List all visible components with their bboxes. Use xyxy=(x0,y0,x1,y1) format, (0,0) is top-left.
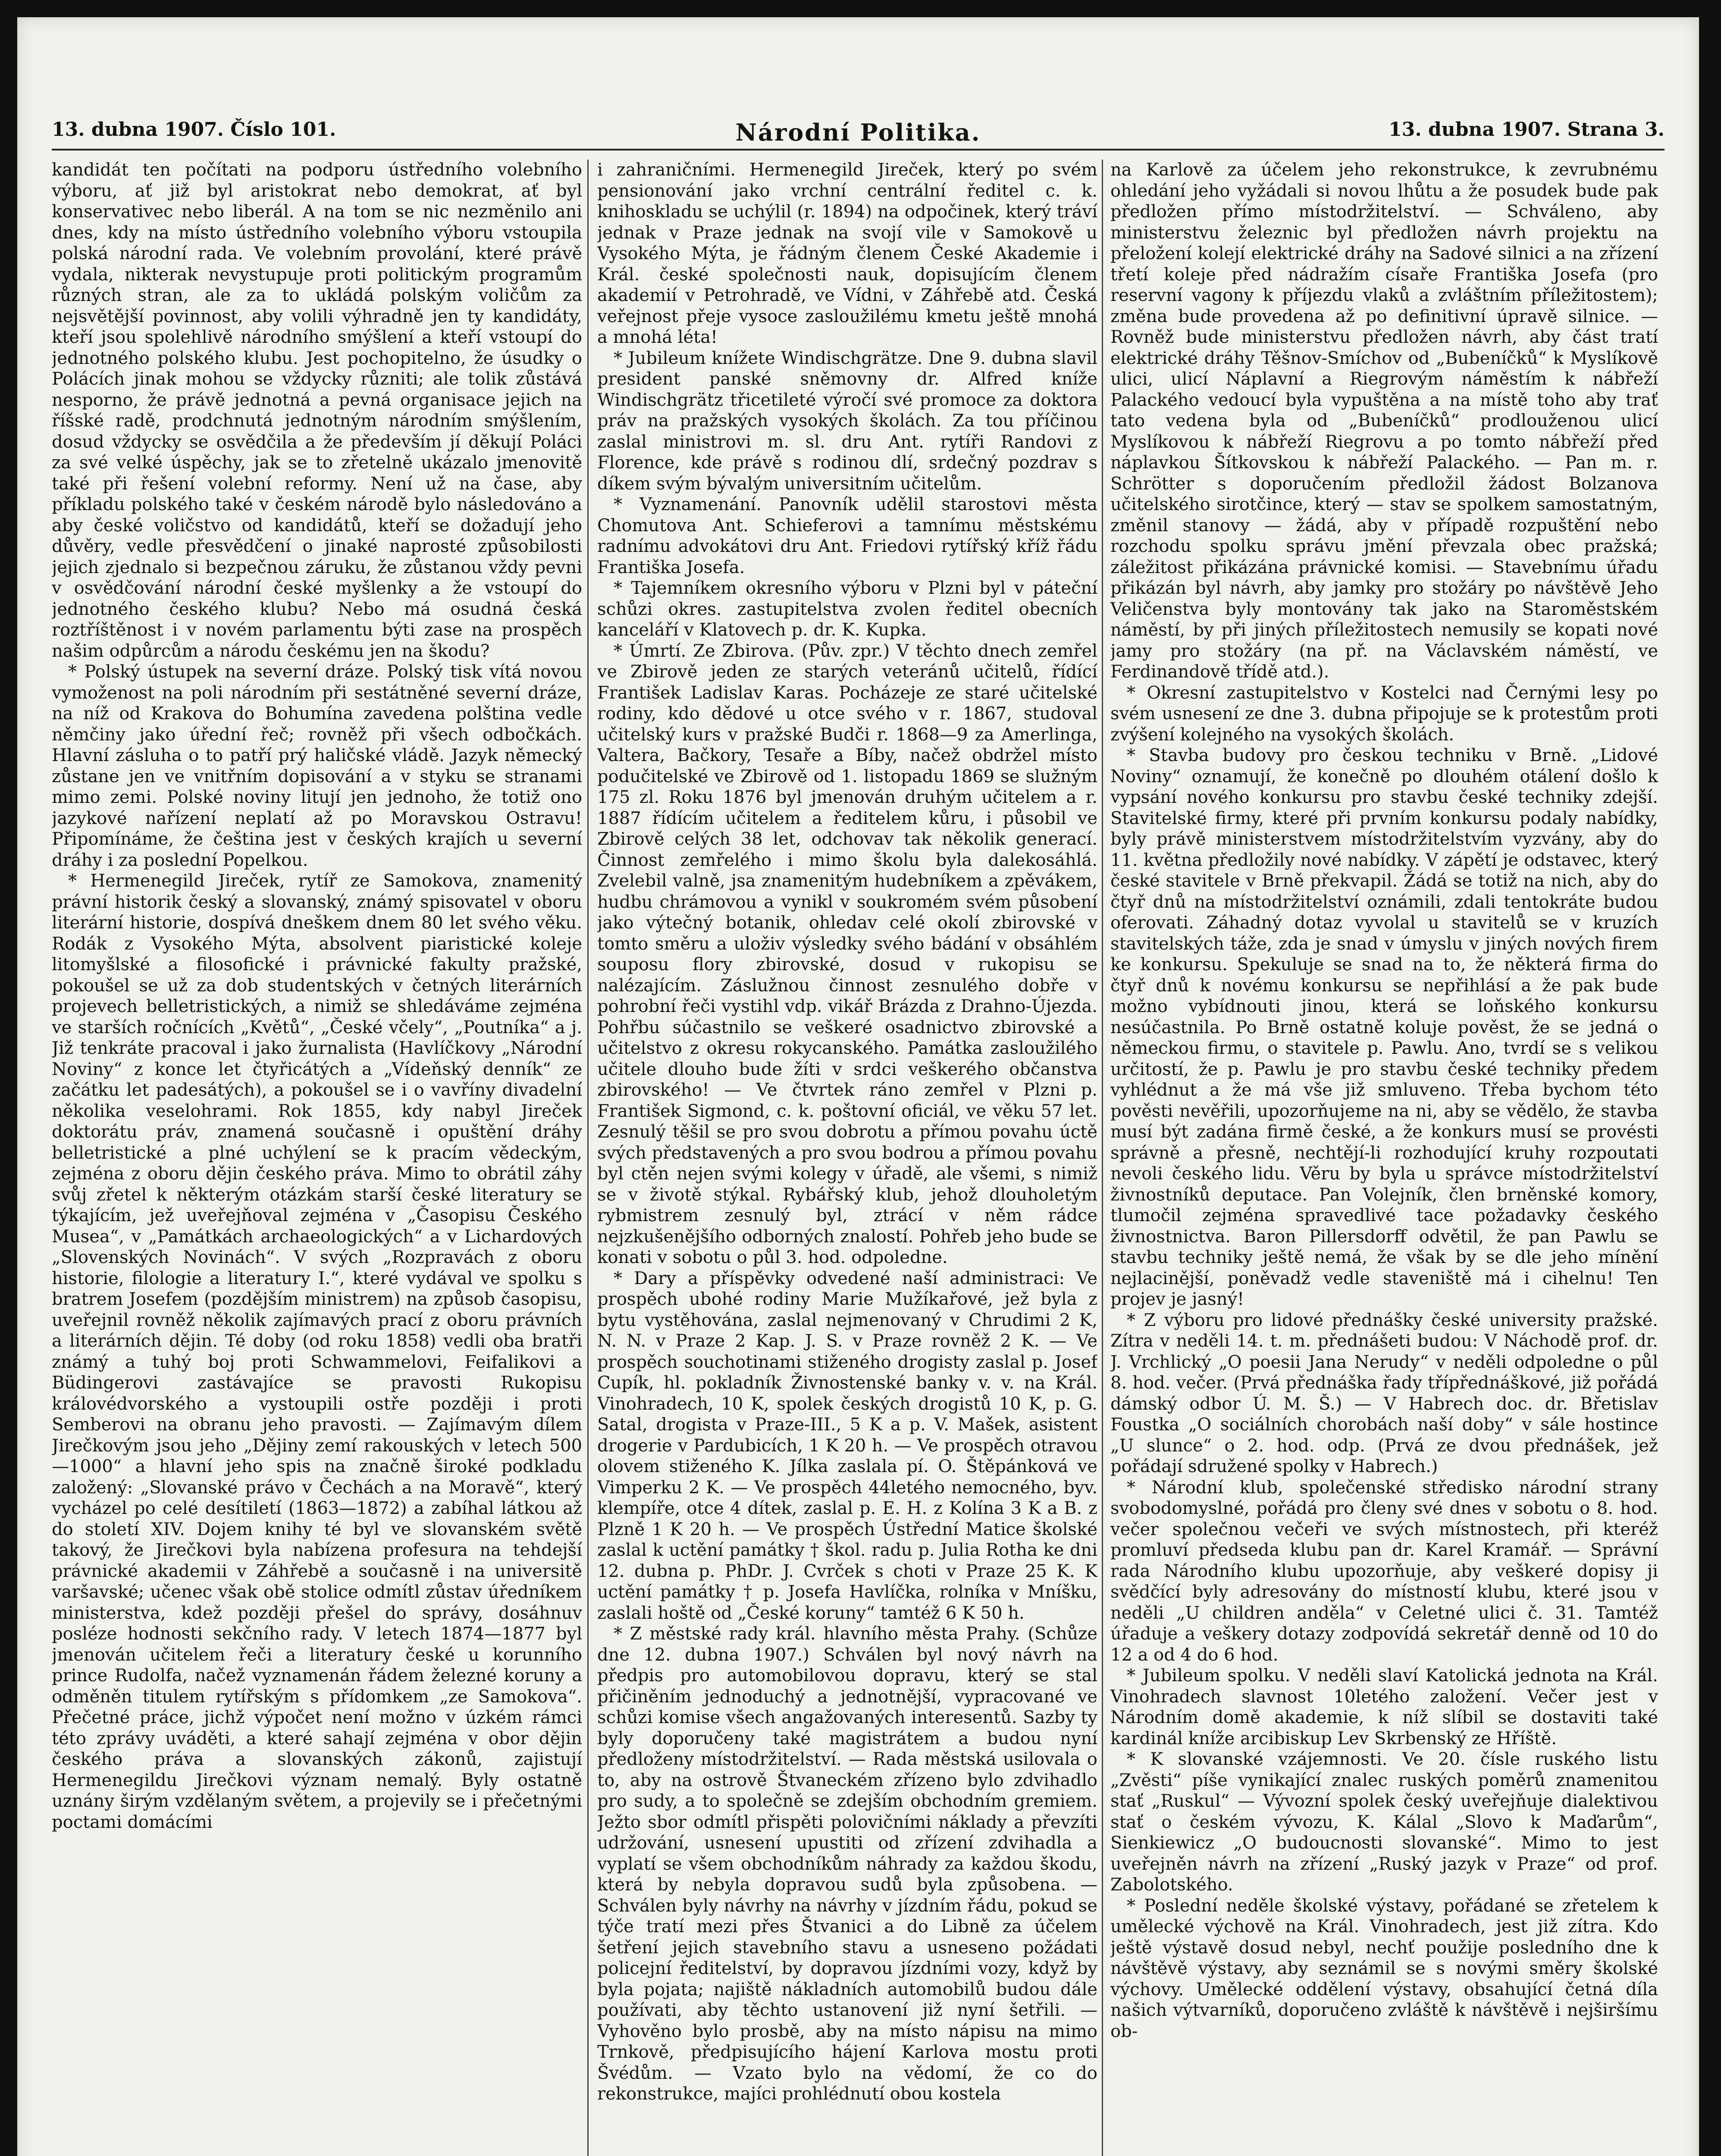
column-3 xyxy=(1110,160,1658,2156)
article-jirecek-continuation: i zahraničními. Hermenegild Jireček, který po svém pensionování jako vrchní centrální ředitel c. k. knihoskladu se uchýlil (r. 1894) na odpočinek, který tráví jednak v Praze jednak na svojí vile v Samokově u Vysokého Mýta, je řádným členem České Akademie i Král. české společnosti nauk, dopisujícím členem akademií v Petrohradě, ve Vídni, v Záhřebě atd. Česká veřejnost přeje vysoce zasloužilému kmetu ještě mnohá a mnohá léta! xyxy=(597,160,1097,347)
article-continuation: kandidát ten počítati na podporu ústředního volebního výboru, ať již byl aristokrat nebo demokrat, ať byl konservativec nebo liberál. A na tom se nic nezměnilo ani dnes, kdy na místo ústředního volebního výboru vstoupila polská národní rada. Ve volebním provolání, které právě vydala, nikterak nevystupuje proti politickým programům různých stran, ale za to ukládá polským voličům za nejsvětější povinnost, aby volili výhradně jen ty kandidáty, kteří jsou spolehlivě národního smýšlení a kteří vstoupí do jednotného polského klubu. Jest pochopitelno, že úsudky o Polácích jinak mohou se vždycky různiti; ale tolik zůstává nesporno, že právě jednotná a pevná organisace jejich na říšské radě, prodchnutá jednotným národním smýšlením, dosud vždycky se osvědčila a že především jí děkují Poláci za své velké úspěchy, jak se to zřetelně ukázalo jmenovitě také při řešení volební reformy. Není už na čase, aby příkladu polského také v českém národě bylo následováno a aby české voličstvo od kandidátů, kteří se dožadují jeho důvěry, vedle přesvědčení o jinaké naprosté způsobilosti jejich zjednalo si bezpečnou záruku, že zůstanou vždy pevni v osvědčování národní české myšlenky a že vstoupí do jednotného českého klubu? Nebo má osudná česká roztříštěnost i v novém parlamentu býti zase na prospěch našim odpůrcům a národu českému jen na škodu? xyxy=(52,160,582,661)
article-university-lectures: * Z výboru pro lidové přednášky české university pražské. Zítra v neděli 14. t. m. přednášeti budou: V Náchodě prof. dr. J. Vrchlický „O poesii Jana Nerudy“ v neděli odpoledne o půl 8. hod. večer. (Prvá přednáška řady třípřednáškové, již pořádá dámský odbor Ú. M. Š.) — V Habrech doc. dr. Břetislav Foustka „O sociálních chorobách naší doby“ v sále hostince „U slunce“ o 2. hod. odp. (Prvá ze dvou přednášek, jež pořádají sdružené spolky v Habrech.) xyxy=(1110,1310,1658,1476)
article-city-council-continuation: na Karlově za účelem jeho rekonstrukce, k zevrubnému ohledání jeho vyžádali si novou lhůtu a že posudek bude pak předložen přímo místodržitelství. — Schváleno, aby ministerstvu železnic byl předložen návrh projektu na přeložení kolejí elektrické dráhy na Sadové silnici a na zřízení třetí koleje před nádražím císaře Františka Josefa (pro reservní vagony k příjezdu vlaků a zvláštním příležitostem); změna bude provedena až po definitivní úpravě silnice. — Rovněž bude ministerstvu předložen návrh, aby část tratí elektrické dráhy Těšnov-Smíchov od „Bubeníčků“ k Myslíkově ulici, ulicí Náplavní a Riegrovým náměstím k nábřeží Palackého vedoucí byla vypuštěna a na místě toho aby trať tato vedena byla od „Bubeníčků“ prodlouženou ulicí Myslíkovou k nábřeží Riegrovu a po tomto nábřeží před náplavkou Šítkovskou k nábřeží Palackého. — Pan m. r. Schrötter s doporučením předložil žádost Bolzanova učitelského sirotčince, který — stav se spolkem samostatným, změnil stanovy — žádá, aby v případě rozpuštění nebo rozchodu spolku správu jmění převzala obec pražská; záležitost přikázána právnické komisi. — Stavebnímu úřadu přikázán byl návrh, aby jamky pro stožáry po návštěvě Jeho Veličenstva byly montovány tak jako na Staroměstském náměstí, by při jiných příležitostech nemusily se kopati nové jamy pro stožáry (na př. na Václavském náměstí, ve Ferdinandově třídě atd.). xyxy=(1110,160,1658,682)
article-slavic-reciprocity: * K slovanské vzájemnosti. Ve 20. čísle ruského listu „Zvěsti“ píše vynikající znalec ruských poměrů znamenitou stať „Ruskul“ — Vývozní spolek český uveřejňuje dialektivou stať o českém vývozu, K. Kálal „Slovo k Maďarům“, Sienkiewicz „O budoucnosti slovanské“. Mimo to jest uveřejněn návrh na zřízení „Ruský jazyk v Praze“ od prof. Zabolotského. xyxy=(1110,1749,1658,1895)
article-brno-technical-school: * Stavba budovy pro českou techniku v Brně. „Lidové Noviny“ oznamují, že konečně po dlouhém otálení došlo k vypsání nového konkursu pro stavbu české techniky zdejší. Stavitelské firmy, které při prvním konkursu podaly nabídky, byly právě ministerstvem místodržitelstvím vyzvány, aby do 11. května předložily nové nabídky. V zápětí je odstavec, který české stavitele v Brně překvapil. Žádá se totiž na nich, aby do čtyř dnů na místodržitelství oznámili, zdali tentokráte budou oferovati. Záhadný dotaz vyvolal u stavitelů se v kruzích stavitelských táže, zda je snad v úmyslu v jiných nových firem ke konkursu. Spekuluje se snad na to, že některá firma do čtyř dnů k novému konkursu se nepřihlásí a že pak bude možno vybídnouti jinou, která se loňského konkursu nesúčastnila. Po Brně ostatně koluje pověst, že se jedná o německou firmu, o stavitele p. Pawlu. Ano, tvrdí se s velikou určitostí, že p. Pawlu je pro stavbu české techniky předem vyhlédnut a že má vše již smluveno. Třeba bychom této pověsti nevěřili, upozorňujeme na ni, aby se vědělo, že stavba musí být zadána firmě české, a že konkurs musí se provésti správně a přesně, nechtějí-li rozhodující kruhy rozpoutati nevoli českého lidu. Věru by byla u správce místodržitelství živnostníků deputace. Pan Volejník, člen brněnské komory, tlumočil zejména spravedlivé tace požadavky českého živnostnictva. Baron Pillersdorff odvětil, že pan Pawlu se stavbu techniky ještě nemá, že však by se dle jeho mínění nejlacinější, poněvadž vedle staveniště má i cihelnu! Ten projev je jasný! xyxy=(1110,746,1658,1309)
article-district-secretary: * Tajemníkem okresního výboru v Plzni byl v páteční schůzi okres. zastupitelstva zvolen ředitel obecních kanceláří v Klatovech p. dr. K. Kupka. xyxy=(597,578,1097,640)
column-divider xyxy=(1102,160,1103,2156)
article-polish-concession: * Polský ústupek na severní dráze. Polský tisk vítá novou vymoženost na poli národním při sestátněné severní dráze, na níž od Krakova do Bohumína zavedena polština vedle němčiny jako úřední řeč; rovněž při všech odbočkách. Hlavní zásluha o to patří prý haličské vládě. Jazyk německý zůstane jen ve vnitřním dopisování a v styku se stranami mimo zemi. Polské noviny litují jen jednoho, že totiž ono jazykové nařízení neplatí až po Moravskou Ostravu! Připomínáme, že čeština jest v českých krajích u severní dráhy i za poslední Popelkou. xyxy=(52,662,582,870)
article-jirecek-jubilee: * Hermenegild Jireček, rytíř ze Samokova, znamenitý právní historik český a slovanský, známý spisovatel v oboru literární historie, dospívá dneškem dnem 80 let svého věku. Rodák z Vysokého Mýta, absolvent piaristické koleje litomyšlské a filosofické i právnické fakulty pražské, pokoušel se už za dob studentských v četných literárních projevech belletristických, a nimiž se shledáváme zejména ve starších ročnících „Květů“, „České včely“, „Poutníka“ a j. Již tenkráte pracoval i jako žurnalista (Havlíčkovy „Národní Noviny“ z konce let čtyřicátých a „Vídeňský denník“ ze začátku let padesátých), a pokoušel se i o vavříny divadelní několika veselohrami. Rok 1855, kdy nabyl Jireček doktorátu práv, znamená současně i opuštění dráhy belletristické a plné uchýlení se k pracím vědeckým, zejména z oboru dějin českého práva. Mimo to obrátil záhy svůj zřetel k některým otázkám starší české literatury se týkajícím, jež uveřejňoval zejména v „Časopisu Českého Musea“, v „Památkách archaeologických“ a v Lichardových „Slovenských Novinách“. V svých „Rozpravách z oboru historie, filologie a literatury I.“, které vydával ve spolku s bratrem Josefem (pozdějším ministrem) na způsob časopisu, uveřejnil rovněž několik zajímavých prací z oboru právních a literárních dějin. Té doby (od roku 1858) vedli oba bratři známý a tuhý boj proti Schwammelovi, Feifalikovi a Büdingerovi zastávajíce se pravosti Rukopisu královédvorského a vystoupili ostře později i proti Semberovi na obranu jeho pravosti. — Zajímavým dílem Jirečkovým jsou jeho „Dějiny zemí rakouských v letech 500—1000“ a hlavní jeho spis na značně široké podkladu založený: „Slovanské právo v Čechách a na Moravě“, který vycházel po celé desítiletí (1863—1872) a zabíhal látkou až do století XIV. Dojem knihy té byl ve slovanském světě takový, že Jirečkovi byla nabízena profesura na tehdejší právnické akademii v Záhřebě a současně i na universitě varšavské; učenec však obě stolice odmítl zůstav úředníkem ministerstva, kdež později přešel do správy, dosáhnuv posléze hodnosti sekčního rady. V letech 1874—1877 byl jmenován učitelem řeči a literatury české u korunního prince Rudolfa, načež vyznamenán řádem železné koruny a odměněn titulem rytířským s přídomkem „ze Samokova“. Přečetné práce, jichž výpočet není možno v úzkém rámci této zprávy uváděti, a které sahají zejména v obor dějin českého práva a slovanských zákonů, zajistují Hermenegildu Jirečkovi význam nemalý. Byly ostatně uznány širým vzdělaným světem, a projevily se i přečetnými poctami domácími xyxy=(52,871,582,1832)
article-donations: * Dary a příspěvky odvedené naší administraci: Ve prospěch ubohé rodiny Marie Mužíkařové, jež byla z bytu vystěhována, zaslal nejmenovaný v Chrudimi 2 K, N. N. v Praze 2 Kap. J. S. v Praze rovněž 2 K. — Ve prospěch souchotinami stiženého drogisty zaslal p. Josef Cupík, hl. pokladník Živnostenské banky v. v. na Král. Vinohradech, 10 K, spolek českých drogistů 10 K, p. G. Satal, drogista v Praze-III., 5 K a p. V. Mašek, asistent drogerie v Pardubicích, 1 K 20 h. — Ve prospěch otravou olovem stiženého K. Jílka zaslala pí. O. Štěpánková ve Vimperku 2 K. — Ve prospěch 44letého nemocného, byv. klempíře, otce 4 dítek, zaslal p. E. H. z Kolína 3 K a B. z Plzně 1 K 20 h. — Ve prospěch Ústřední Matice školské zaslal k uctění památky † škol. radu p. Julia Rotha ke dni 12. dubna p. PhDr. J. Cvrček s choti v Praze 25 K. K uctění památky † p. Josefa Havlíčka, rolníka v Mníšku, zaslali hoště od „České koruny“ tamtéž 6 K 50 h. xyxy=(597,1268,1097,1623)
masthead-title: Národní Politika. xyxy=(735,119,981,146)
column-divider xyxy=(587,160,589,2156)
issue-date-left: 13. dubna 1907. Číslo 101. xyxy=(52,119,336,141)
column-2 xyxy=(597,160,1097,2156)
article-city-council: * Z městské rady král. hlavního města Prahy. (Schůze dne 12. dubna 1907.) Schválen byl nový návrh na předpis pro automobilovou dopravu, který se stal přičiněním jednoduchý a jednotnější, vypracované ve schůzi komise všech angažovaných interesentů. Sazby ty byly doporučeny také magistrátem a budou nyní předloženy místodržitelství. — Rada městská usilovala o to, aby na ostrově Štvaneckém zřízeno bylo zdvihadlo pro sudy, a to společně se zdejším obchodním gremiem. Ježto sbor odmítl přispěti polovičními náklady a převzíti udržování, usnesení upustiti od zřízení zdvihadla a vyplatí se všem obchodníkům náhrady za každou škodu, která by nebyla dopravou sudů byla způsobena. — Schválen byly návrhy na návrhy v jízdním řádu, pokud se týče tratí mezi přes Štvanici a do Libně za účelem šetření jejich stavebního stavu a usneseno požádati policejní ředitelství, by dopravou jízdními vozy, když by byla pojata; najiště nákladních automobilů budou dále používati, aby těchto ustanovení již nyní šetřili. — Vyhověno bylo prosbě, aby na místo nápisu na mimo Trnkově, předpisujícího hájení Karlova mostu proti Švédům. — Vzato bylo na vědomí, že co do rekonstrukce, majíci prohlédnutí obou kostela xyxy=(597,1624,1097,2104)
article-honours: * Vyznamenání. Panovník udělil starostovi města Chomutova Ant. Schieferovi a tamnímu městskému radnímu advokátovi dru Ant. Friedovi rytířský kříž řádu Františka Josefa. xyxy=(597,495,1097,577)
newspaper-page xyxy=(17,17,1699,2156)
column-1 xyxy=(52,160,582,2156)
issue-date-page-number: 13. dubna 1907. Strana 3. xyxy=(1389,119,1665,141)
article-obituaries: * Úmrtí. Ze Zbirova. (Pův. zpr.) V těchto dnech zemřel ve Zbirově jeden ze starých veteránů učitelů, řídící František Ladislav Karas. Pocházeje ze staré učitelské rodiny, kdo dědové u otce svého v r. 1867, studoval učitelský kurs v pražské Budči r. 1868—9 za Amerlinga, Valtera, Bačkory, Tesaře a Bíby, načež obdržel místo podučitelské ve Zbirově od 1. listopadu 1869 se služným 175 zl. Roku 1876 byl jmenován druhým učitelem a r. 1887 řídícím učitelem a ředitelem kůru, i působil ve Zbirově celých 38 let, odchovav tak několik generací. Činnost zemřelého i mimo školu byla dalekosáhlá. Zvelebil valně, jsa znamenitým hudebníkem a zpěvákem, hudbu chrámovou a vynikl v soukromém svém působení jako výtečný botanik, ohledav celé okolí zbirovské v tomto směru a uloživ výsledky svého bádání v obsáhlém souposu flory zbirovské, dosud v rukopisu se nalézajícím. Záslužnou činnost zesnulého dobře v pohrobní řeči vystihl vdp. vikář Brázda z Drahno-Újezda. Pohřbu súčastnilo se veškeré osadnictvo zbirovské a učitelstvo z okresu rokycanského. Památka zasloužilého učitele dlouho bude žíti v srdci veškerého občanstva zbirovského! — Ve čtvrtek ráno zemřel v Plzni p. František Sigmond, c. k. poštovní oficiál, ve věku 57 let. Zesnulý těšil se pro svou dobrotu a přímou povahu úctě svých představených a pro svou bodrou a přímou povahu byl ctěn nejen svými kolegy v úřadě, ale všemi, s nimiž se v životě stýkal. Rybářský klub, jehož dlouholetým rybmistrem zesnulý byl, ztrácí v něm rádce nejzkušenějšího odborných znalostí. Pohřeb jeho bude se konati v sobotu o půl 3. hod. odpoledne. xyxy=(597,641,1097,1267)
article-kostelec-protest: * Okresní zastupitelstvo v Kostelci nad Černými lesy po svém usnesení ze dne 3. dubna připojuje se k protestům proti zvýšení kolejného na vysokých školách. xyxy=(1110,683,1658,745)
article-society-jubilee: * Jubileum spolku. V neděli slaví Katolická jednota na Král. Vinohradech slavnost 10letého založení. Večer jest v Národním domě akademie, k níž slíbil se dostaviti také kardinál kníže arcibiskup Lev Skrbenský ze Hříště. xyxy=(1110,1666,1658,1749)
article-windischgratz-jubilee: * Jubileum knížete Windischgrätze. Dne 9. dubna slavil president panské sněmovny dr. Alfred kníže Windischgrätz třicetileté výročí své promoce za doktora práv na pražských vysokých školách. Za tou příčinou zaslal ministrovi m. sl. dru Ant. rytíři Randovi z Florence, kde právě s rodinou dlí, srdečný pozdrav s díkem svým bývalým universitním učitelům. xyxy=(597,348,1097,494)
article-national-club: * Národní klub, společenské středisko národní strany svobodomyslné, pořádá pro členy své dnes v sobotu o 8. hod. večer společnou večeři ve svých místnostech, při kteréž promluví předseda klubu pan dr. Karel Kramář. — Správní rada Národního klubu upozorňuje, aby veškeré dopisy ji svědčící byly adresovány do místností klubu, které jsou v neděli „U children anděla“ v Celetné ulici č. 31. Tamtéž úřaduje a veškery dotazy zodpovídá sekretář denně od 10 do 12 a od 4 do 6 hod. xyxy=(1110,1477,1658,1665)
article-school-exhibition: * Poslední neděle školské výstavy, pořádané se zřetelem k umělecké výchově na Král. Vinohradech, jest již zítra. Kdo ještě výstavě dosud nebyl, nechť použije posledního dne k návštěvě výstavy, aby seznámil se s novými směry školské výchovy. Umělecké oddělení výstavy, obsahující četná díla našich výtvarníků, doporučeno zvláště k návštěvě i nejširšímu ob- xyxy=(1110,1896,1658,2041)
page-header xyxy=(52,110,1665,150)
